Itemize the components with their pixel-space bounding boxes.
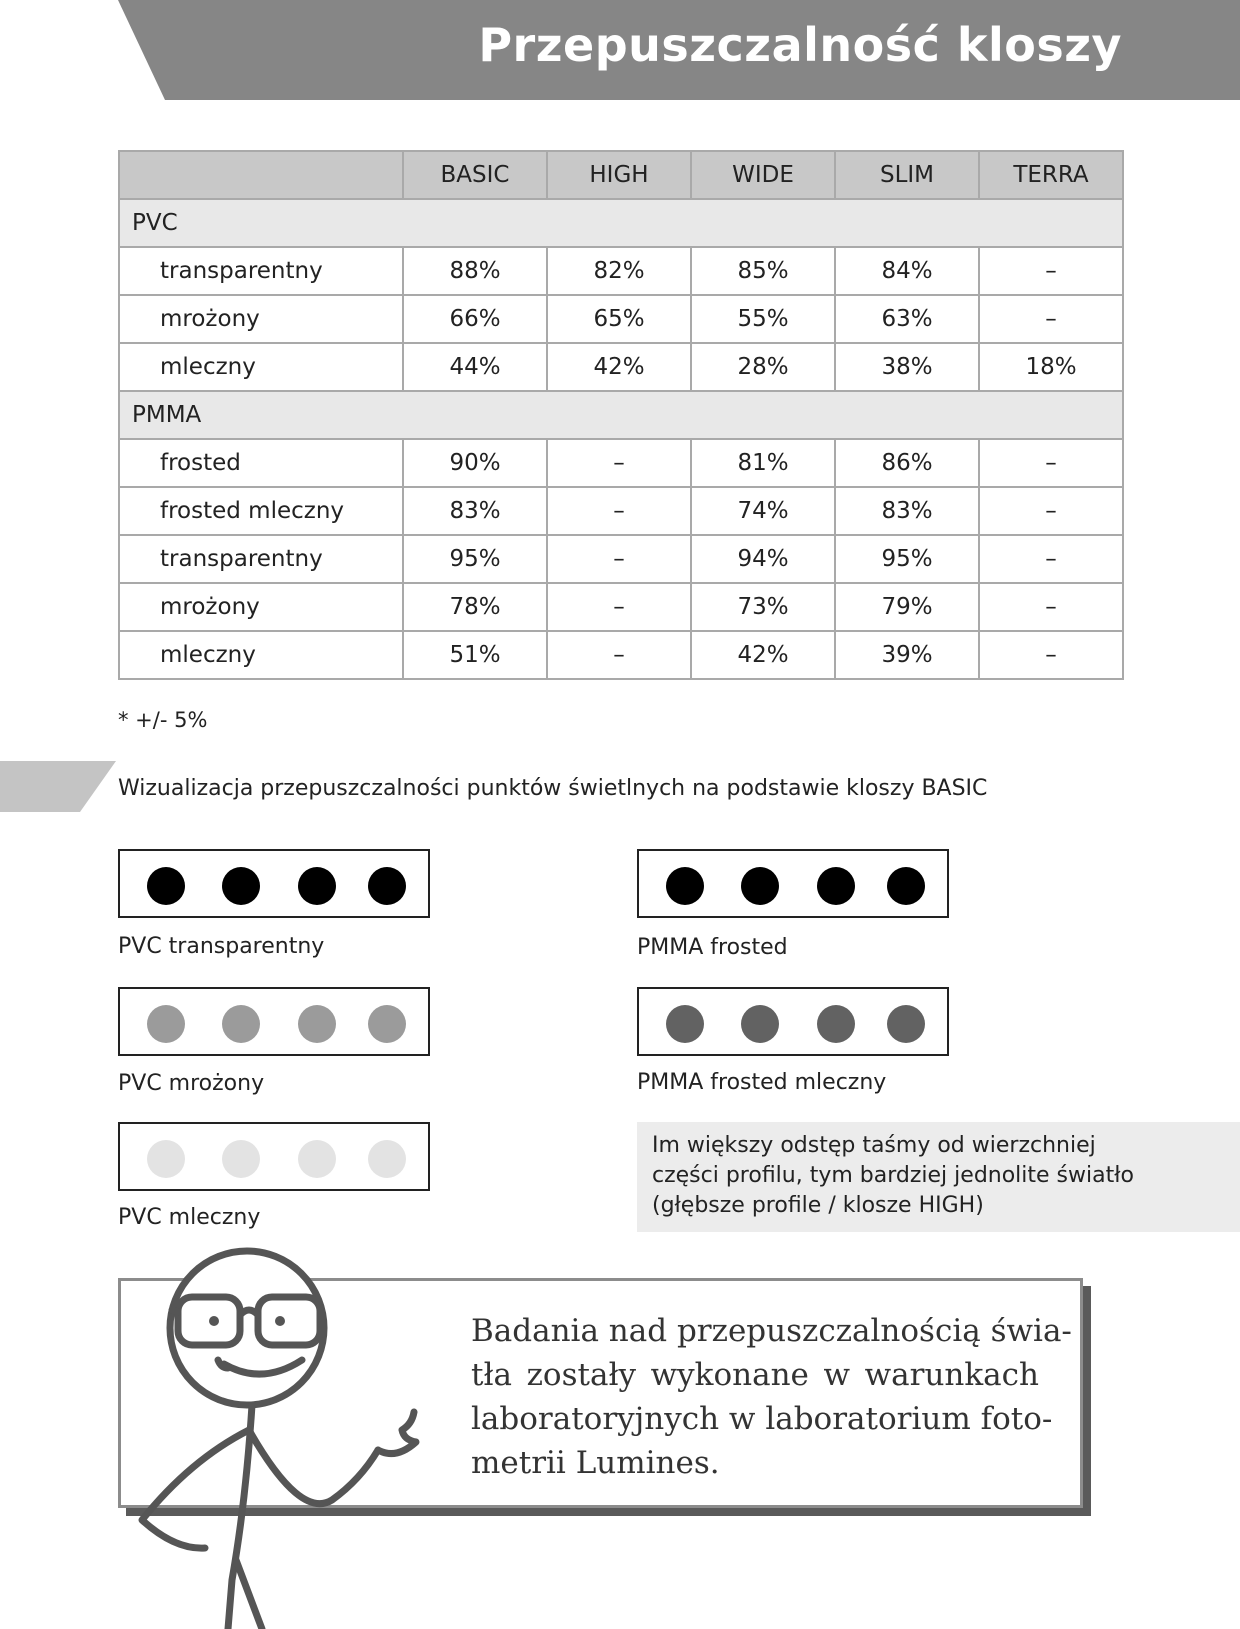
group-label: PMMA	[119, 391, 1123, 439]
table-cell: 86%	[835, 439, 979, 487]
note-line: Im większy odstęp taśmy od wierzchniej	[652, 1133, 1096, 1158]
table-cell: 81%	[691, 439, 835, 487]
callout-line: Badania nad przepuszczalnością świa-	[471, 1313, 1072, 1349]
table-cell: 42%	[547, 343, 691, 391]
header-wide: WIDE	[691, 151, 835, 199]
lamp-label: PMMA frosted	[637, 935, 788, 960]
table-cell: 66%	[403, 295, 547, 343]
row-label: frosted mleczny	[119, 487, 403, 535]
table-cell: 28%	[691, 343, 835, 391]
table-cell: –	[979, 439, 1123, 487]
note-line: części profilu, tym bardziej jednolite światło	[652, 1163, 1134, 1188]
callout-line: laboratoryjnych w laboratorium foto-	[471, 1401, 1053, 1437]
row-label: mleczny	[119, 343, 403, 391]
table-cell: 74%	[691, 487, 835, 535]
table-cell: 88%	[403, 247, 547, 295]
table-cell: 73%	[691, 583, 835, 631]
table-cell: 42%	[691, 631, 835, 679]
row-label: transparentny	[119, 535, 403, 583]
table-cell: –	[547, 583, 691, 631]
table-cell: 83%	[835, 487, 979, 535]
glasses-arm	[172, 1310, 178, 1312]
row-label: mrożony	[119, 295, 403, 343]
table-cell: –	[979, 631, 1123, 679]
table-cell: 18%	[979, 343, 1123, 391]
table-cell: 63%	[835, 295, 979, 343]
table-cell: 38%	[835, 343, 979, 391]
lamp-label: PVC transparentny	[118, 934, 325, 959]
row-label: mleczny	[119, 631, 403, 679]
table-cell: –	[979, 487, 1123, 535]
callout-line: tła zostały wykonane w warunkach	[471, 1357, 1039, 1393]
table-cell: 39%	[835, 631, 979, 679]
table-cell: 78%	[403, 583, 547, 631]
table-cell: 83%	[403, 487, 547, 535]
table-cell: 55%	[691, 295, 835, 343]
figure-head	[170, 1251, 324, 1405]
table-cell: 65%	[547, 295, 691, 343]
table-cell: –	[547, 631, 691, 679]
figure-leg	[236, 1560, 262, 1629]
table-cell: 82%	[547, 247, 691, 295]
table-cell: 85%	[691, 247, 835, 295]
table-cell: –	[979, 247, 1123, 295]
figure-hand	[378, 1412, 416, 1454]
lamp-label: PVC mrożony	[118, 1071, 265, 1096]
table-cell: 95%	[403, 535, 547, 583]
table-cell: –	[547, 439, 691, 487]
note-line: (głębsze profile / klosze HIGH)	[652, 1193, 984, 1218]
table-cell: 84%	[835, 247, 979, 295]
table-cell: –	[547, 487, 691, 535]
table-cell: –	[979, 295, 1123, 343]
row-label: transparentny	[119, 247, 403, 295]
table-cell: 44%	[403, 343, 547, 391]
lamp-label: PVC mleczny	[118, 1205, 261, 1230]
table-cell: 79%	[835, 583, 979, 631]
table-cell: –	[547, 535, 691, 583]
table-cell: –	[979, 583, 1123, 631]
header-basic: BASIC	[403, 151, 547, 199]
figure-eye-right	[275, 1316, 285, 1326]
header-slim: SLIM	[835, 151, 979, 199]
table-cell: 51%	[403, 631, 547, 679]
table-footnote: * +/- 5%	[118, 708, 208, 732]
header-terra: TERRA	[979, 151, 1123, 199]
table-cell: 90%	[403, 439, 547, 487]
group-label: PVC	[119, 199, 1123, 247]
figure-arm-left	[142, 1430, 249, 1548]
row-label: mrożony	[119, 583, 403, 631]
header-high: HIGH	[547, 151, 691, 199]
row-label: frosted	[119, 439, 403, 487]
page-title: Przepuszczalność kloszy	[478, 18, 1122, 72]
figure-eye-left	[209, 1316, 219, 1326]
visualization-title: Wizualizacja przepuszczalności punktów świetlnych na podstawie kloszy BASIC	[118, 776, 988, 801]
callout-line: metrii Lumines.	[471, 1445, 720, 1481]
table-cell: –	[979, 535, 1123, 583]
table-cell: 95%	[835, 535, 979, 583]
table-cell: 94%	[691, 535, 835, 583]
lamp-label: PMMA frosted mleczny	[637, 1070, 887, 1095]
figure-arm-right	[249, 1430, 378, 1504]
